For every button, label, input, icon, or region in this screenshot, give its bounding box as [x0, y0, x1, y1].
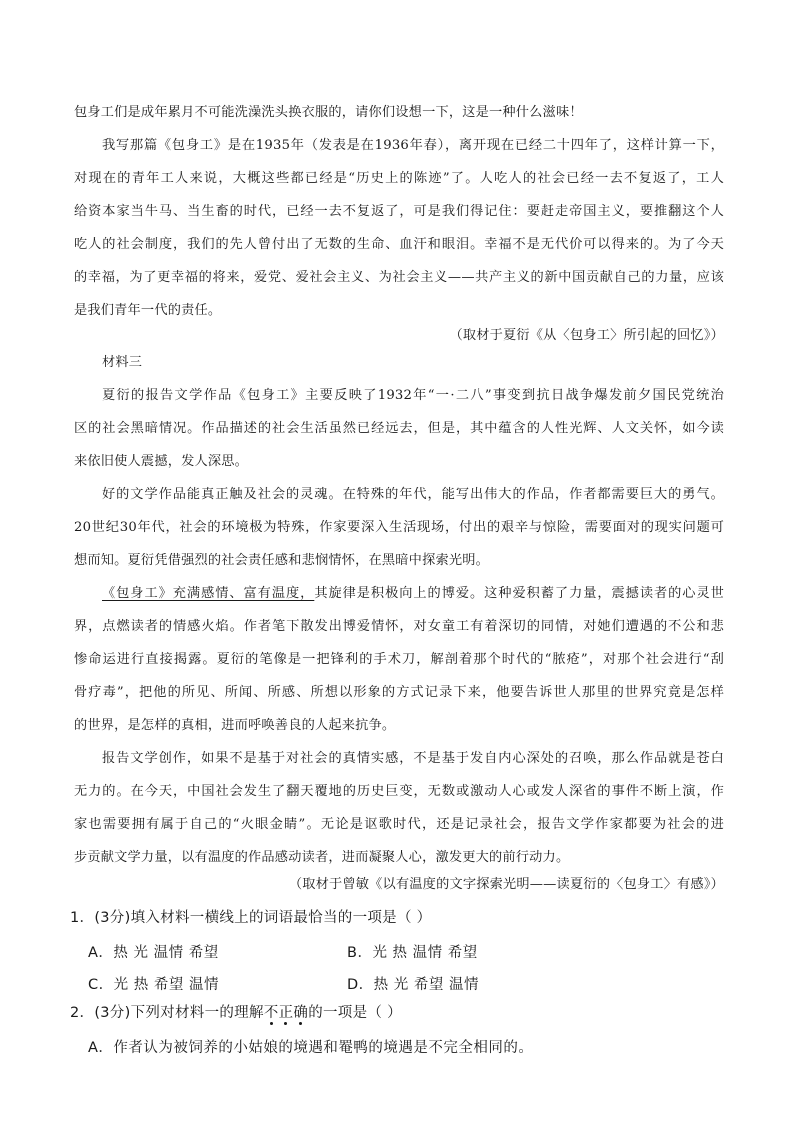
question-2-stem-text: 的一项是（ ） — [308, 1005, 402, 1021]
paragraph-line: 家也需要拥有属于自己的“火眼金睛”。无论是讴歌时代，还是记录社会，报告文学作家都要为社会的进 — [74, 817, 724, 832]
source-citation: （取材于夏衍《从〈包身工〉所引起的回忆》） — [449, 328, 724, 343]
emphasis-char: 正 — [278, 1005, 294, 1021]
paragraph-line: 想而知。夏衍凭借强烈的社会责任感和悲悯情怀，在黑暗中探索光明。 — [74, 553, 490, 568]
paragraph-line: 好的文学作品能真正触及社会的灵魂。在特殊的年代，能写出伟大的作品，作者都需要巨大的勇气。 — [102, 487, 724, 502]
paragraph-line: 是我们青年一代的责任。 — [74, 303, 222, 318]
question-2-stem-text: 2．(3分)下列对材料一的理解 — [70, 1005, 264, 1021]
underlined-phrase: 《包身工》充满感情、富有温度， — [102, 586, 315, 601]
paragraph-line: 骨疗毒”，把他的所见、所闻、所感、所想以形象的方式记录下来，他要告诉世人那里的世界究竟是怎样 — [74, 685, 724, 700]
paragraph-line: 包身工们是成年累月不可能洗澡洗头换衣服的，请你们设想一下，这是一种什么滋味！ — [74, 105, 583, 120]
paragraph-line: 报告文学创作，如果不是基于对社会的真情实感，不是基于发自内心深处的召唤，那么作品就是苍白 — [102, 751, 724, 766]
question-1-option-b[interactable]: B．光 热 温情 希望 — [347, 945, 478, 961]
paragraph-line: 惨命运进行直接揭露。夏衍的笔像是一把锋利的手术刀，解剖着那个时代的“脓疮”，对那个社会进行“刮 — [74, 652, 724, 667]
paragraph-line: 我写那篇《包身工》是在1935年（发表是在1936年春），离开现在已经二十四年了，这样计算一下， — [102, 138, 724, 153]
paragraph-line: 给资本家当牛马、当生畜的时代，已经一去不复返了，可是我们得记住：要赶走帝国主义，要推翻这个人 — [74, 204, 724, 219]
paragraph-line: 来依旧使人震撼，发人深思。 — [74, 454, 249, 469]
question-2-option-a[interactable]: A．作者认为被饲养的小姑娘的境遇和罨鸭的境遇是不完全相同的。 — [88, 1040, 534, 1056]
question-1-option-c[interactable]: C．光 热 希望 温情 — [88, 977, 219, 993]
emphasis-char: 确 — [293, 1005, 309, 1021]
paragraph-line: 的幸福，为了更幸福的将来，爱党、爱社会主义、为社会主义——共产主义的新中国贡献自己的力量，应该 — [74, 270, 724, 285]
paragraph-line: 对现在的青年工人来说，大概这些都已经是“历史上的陈迹”了。人吃人的社会已经一去不复返了，工人 — [74, 171, 724, 186]
question-1-option-d[interactable]: D．热 光 希望 温情 — [347, 977, 479, 993]
emphasis-char: 不 — [263, 1005, 279, 1021]
paragraph-line: 20世纪30年代，社会的环境极为特殊，作家要深入生活现场，付出的艰辛与惊险，需要面对的现实问题可 — [74, 520, 724, 535]
paragraph-line: 区的社会黑暗情况。作品描述的社会生活虽然已经远去，但是，其中蕴含的人性光辉、人文关怀，如今读 — [74, 421, 724, 436]
paragraph-line — [102, 585, 724, 603]
paragraph-text: 其旋律是积极向上的博爱。这种爱积蓄了力量，震撼读者的心灵世 — [314, 586, 724, 601]
question-2-stem — [70, 1004, 402, 1022]
paragraph-line: 步贡献文学力量，以有温度的作品感动读者，进而凝聚人心，激发更大的前行动力。 — [74, 850, 570, 865]
section-heading: 材料三 — [102, 355, 143, 370]
source-citation: （取材于曾敏《以有温度的文字探索光明——读夏衍的〈包身工〉有感》） — [288, 877, 724, 892]
paragraph-line: 吃人的社会制度，我们的先人曾付出了无数的生命、血汗和眼泪。幸福不是无代价可以得来的。为了今天 — [74, 237, 724, 252]
paragraph-line: 夏衍的报告文学作品《包身工》主要反映了1932年“一·二八”事变到抗日战争爆发前夕国民党统治 — [102, 388, 724, 403]
paragraph-line: 无力的。在今天，中国社会发生了翻天覆地的历史巨变，无数或激动人心或发人深省的事件不断上演，作 — [74, 784, 724, 799]
paragraph-line: 界，点燃读者的情感火焰。作者笔下散发出博爱情怀，对女童工有着深切的同情，对她们遭遇的不公和悲 — [74, 619, 724, 634]
question-1-option-a[interactable]: A．热 光 温情 希望 — [88, 945, 219, 961]
question-1-stem: 1．(3分)填入材料一横线上的词语最恰当的一项是（ ） — [70, 910, 432, 926]
paragraph-line: 的世界，是怎样的真相，进而呼唤善良的人起来抗争。 — [74, 718, 396, 733]
